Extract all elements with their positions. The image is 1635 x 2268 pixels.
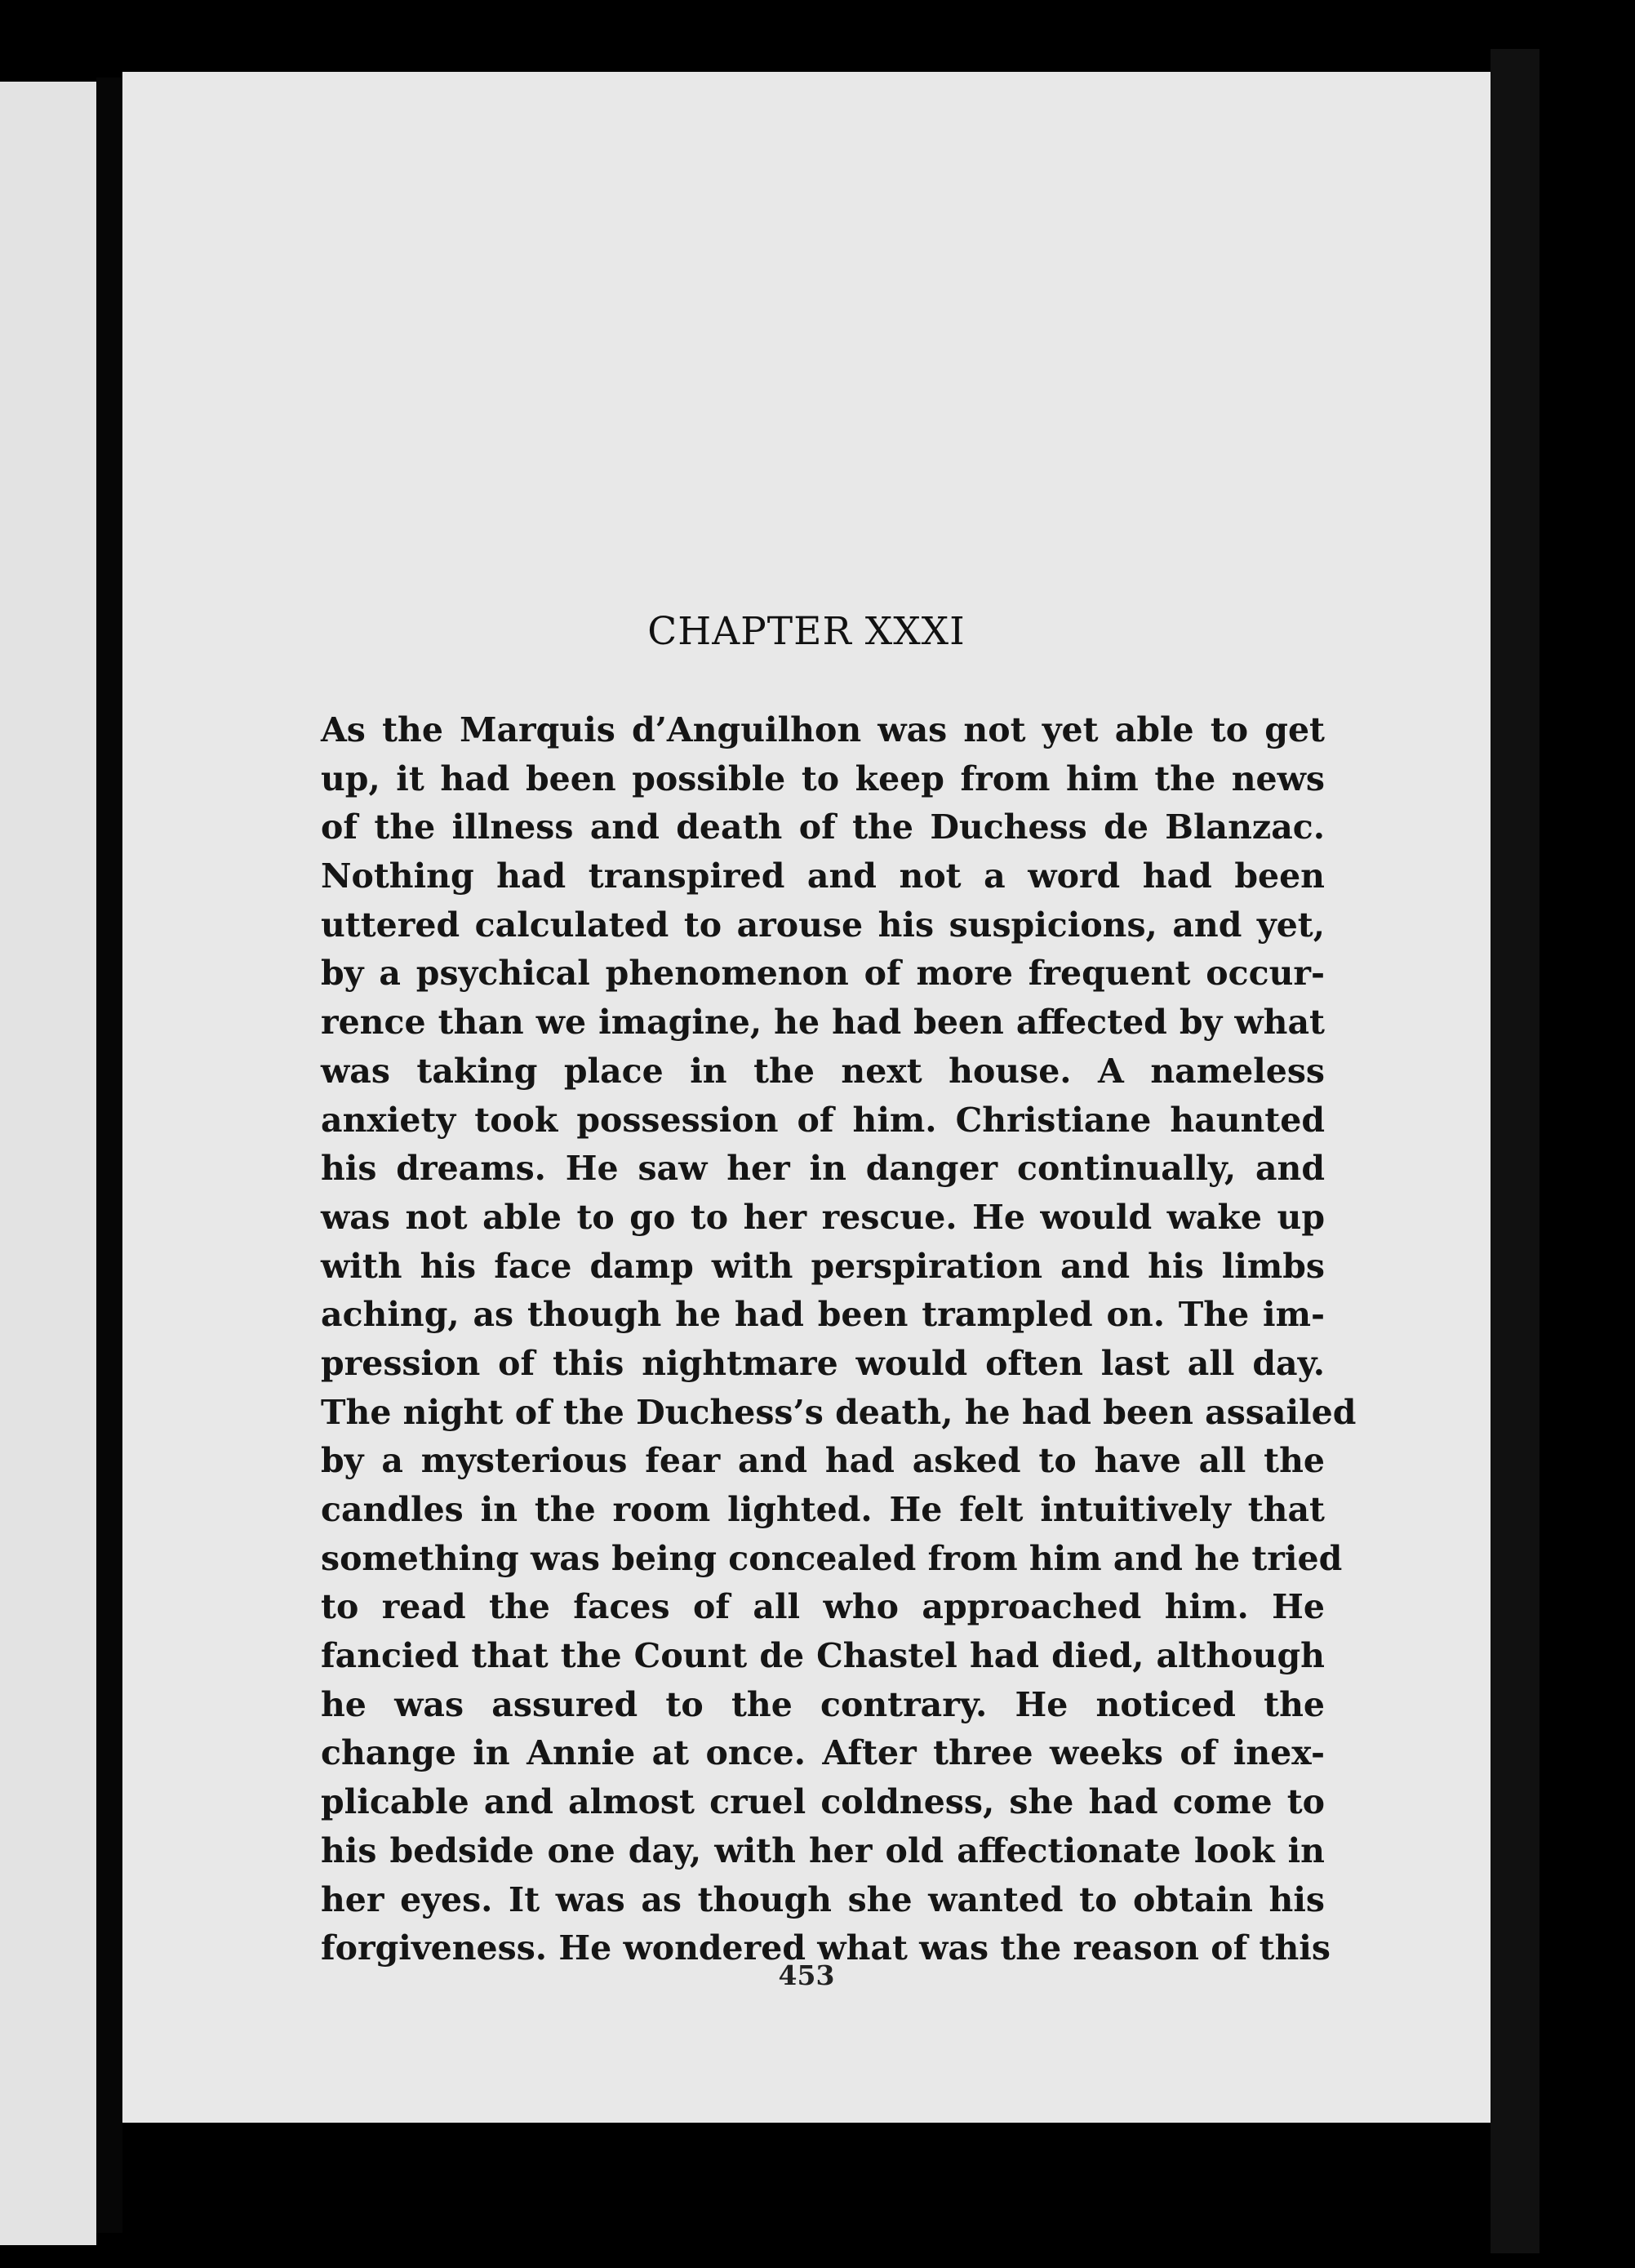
text-line: pression of this nightmare would often last all day. — [321, 1343, 1325, 1383]
text-line: change in Annie at once. After three weeks of inex- — [321, 1733, 1325, 1773]
text-line: his dreams. He saw her in danger continually, and — [321, 1149, 1325, 1189]
binding-gutter — [96, 78, 122, 2233]
text-line: anxiety took possession of him. Christiane haunted — [321, 1100, 1325, 1140]
text-line: he was assured to the contrary. He noticed the — [321, 1684, 1325, 1724]
text-line: uttered calculated to arouse his suspicions, and yet, — [321, 905, 1325, 945]
text-line: by a psychical phenomenon of more frequent occur- — [321, 954, 1325, 994]
page-number: 453 — [778, 1959, 835, 1991]
text-line: with his face damp with perspiration and his limbs — [321, 1246, 1325, 1286]
text-line: candles in the room lighted. He felt intuitively that — [321, 1490, 1325, 1529]
text-line: was taking place in the next house. A nameless — [321, 1051, 1325, 1091]
text-line: something was being concealed from him and he tried — [321, 1538, 1343, 1578]
text-line: The night of the Duchess’s death, he had been assailed — [321, 1392, 1357, 1432]
text-line: fancied that the Count de Chastel had died, although — [321, 1636, 1325, 1676]
text-line: plicable and almost cruel coldness, she had come to — [321, 1782, 1325, 1822]
text-line: his bedside one day, with her old affectionate look in — [321, 1830, 1325, 1870]
text-line: up, it had been possible to keep from him the news — [321, 758, 1325, 798]
text-line: by a mysterious fear and had asked to have all the — [321, 1441, 1325, 1481]
chapter-body-text — [321, 706, 1357, 1973]
text-line: her eyes. It was as though she wanted to obtain his — [321, 1879, 1325, 1919]
text-line: forgiveness. He wondered what was the reason of this — [321, 1928, 1331, 1968]
text-line: was not able to go to her rescue. He would wake up — [321, 1197, 1325, 1237]
left-page-edge — [0, 82, 96, 2245]
chapter-heading: CHAPTER XXXI — [647, 609, 966, 654]
text-line: to read the faces of all who approached him. He — [321, 1587, 1325, 1627]
text-line: rence than we imagine, he had been affected by what — [321, 1003, 1325, 1043]
page-right-edge — [1491, 49, 1539, 2253]
text-line: Nothing had transpired and not a word had been — [321, 856, 1325, 896]
text-line: As the Marquis d’Anguilhon was not yet able to get — [321, 710, 1325, 749]
text-line: aching, as though he had been trampled on. The im- — [321, 1295, 1325, 1335]
text-line: of the illness and death of the Duchess de Blanzac. — [321, 807, 1325, 847]
